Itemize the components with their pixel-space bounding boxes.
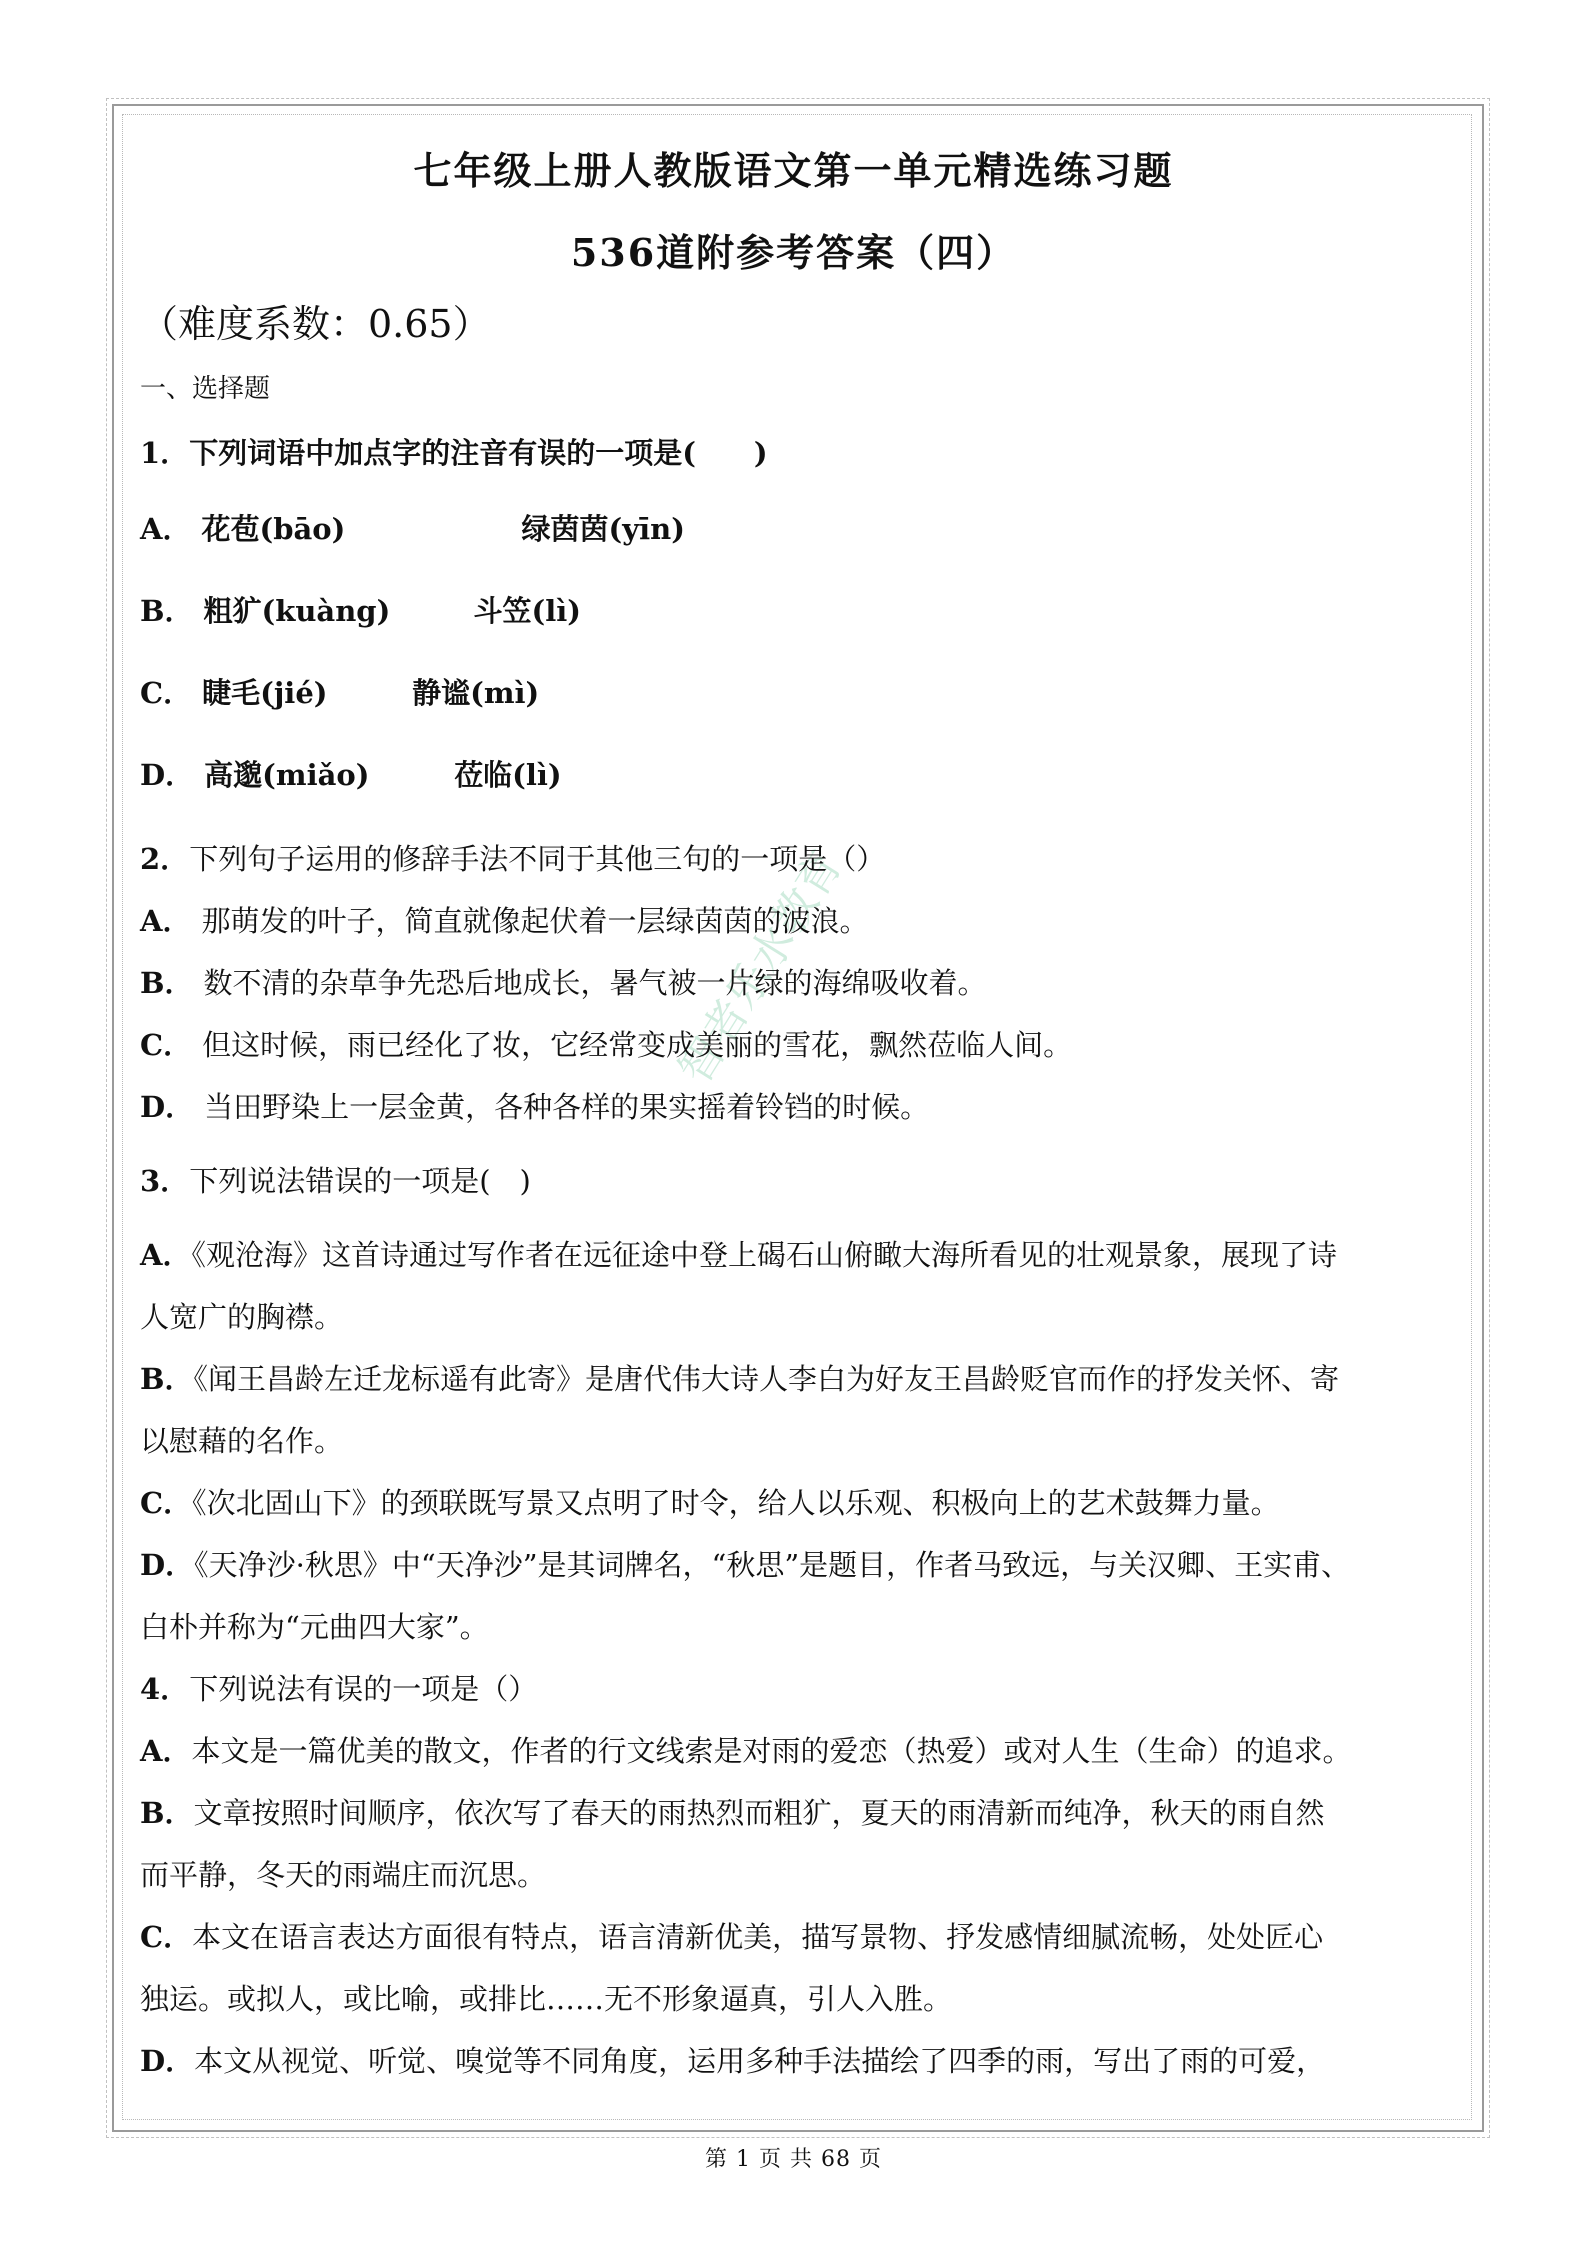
q3-option-b-cont: 以慰藉的名作。 [140,1424,344,1458]
option-label: A． [140,512,192,546]
q2-number: 2． [140,842,190,876]
option-text: 本文在语言表达方面很有特点，语言清新优美，描写景物、抒发感情细腻流畅，处处匠心 [192,1920,1324,1954]
q4-option-c [140,1920,1460,1955]
option-text: 但这时候，雨已经化了妆，它经常变成美丽的雪花，飘然莅临人间。 [202,1028,1073,1062]
q3-option-d-cont: 白朴并称为“元曲四大家”。 [140,1610,489,1644]
q4-stem [140,1672,1460,1707]
option-word: 莅临(lì) [454,758,562,792]
option-text: 文章按照时间顺序，依次写了春天的雨热烈而粗犷，夏天的雨清新而纯净，秋天的雨自然 [193,1796,1325,1830]
q3-stem [140,1164,1460,1199]
q3-option-b [140,1362,1460,1397]
q1-stem-text: 下列词语中加点字的注音有误的一项是( ) [189,436,768,470]
option-word: 粗犷(kuàng) [203,594,391,628]
q2-option-d [140,1090,1460,1125]
q4-option-b [140,1796,1460,1831]
q1-number: 1． [140,436,190,470]
q3-option-a [140,1238,1460,1273]
option-label: B． [140,1362,194,1396]
option-label: D． [140,2044,195,2078]
q4-option-a [140,1734,1460,1769]
option-text: 本文从视觉、听觉、嗅觉等不同角度，运用多种手法描绘了四季的雨，写出了雨的可爱， [194,2044,1326,2078]
option-label: C． [140,1920,193,1954]
option-word: 花苞(bāo) [201,512,346,546]
q2-stem [140,842,1460,877]
q2-option-c [140,1028,1460,1063]
q1-option-c [140,676,1460,711]
q4-option-c-cont: 独运。或拟人，或比喻，或排比……无不形象逼真，引人入胜。 [140,1982,953,2016]
option-text: 《天净沙·秋思》中“天净沙”是其词牌名，“秋思”是题目，作者马致远，与关汉卿、王实甫、 [194,1548,1351,1582]
option-label: A． [140,1734,192,1768]
option-label: C． [140,676,193,710]
q3-option-d [140,1548,1460,1583]
option-text: 《次北固山下》的颈联既写景又点明了时令，给人以乐观、积极向上的艺术鼓舞力量。 [192,1486,1280,1520]
option-label: C． [140,1028,193,1062]
q4-number: 4． [140,1672,190,1706]
q4-option-d [140,2044,1460,2079]
option-word: 静谧(mì) [412,676,540,710]
doc-title-line1: 七年级上册人教版语文第一单元精选练习题 [413,148,1174,193]
q2-option-a [140,904,1460,939]
q2-option-b [140,966,1460,1001]
difficulty: （难度系数：0.65） [140,302,491,346]
q1-option-b [140,594,1460,629]
option-label: A． [140,1238,192,1272]
q1-stem [140,436,1460,471]
option-text: 那萌发的叶子，简直就像起伏着一层绿茵茵的波浪。 [201,904,869,938]
option-text: 《闻王昌龄左迁龙标遥有此寄》是唐代伟大诗人李白为好友王昌龄贬官而作的抒发关怀、寄 [193,1362,1340,1396]
q1-option-a [140,512,1460,547]
option-word: 斗笠(lì) [473,594,581,628]
q4-stem-text: 下列说法有误的一项是（） [189,1672,538,1706]
option-label: B． [140,594,194,628]
q2-stem-text: 下列句子运用的修辞手法不同于其他三句的一项是（） [189,842,886,876]
section-heading: 一、选择题 [140,374,271,404]
doc-title-line2: 536道附参考答案（四） [570,230,1017,275]
option-text: 本文是一篇优美的散文，作者的行文线索是对雨的爱恋（热爱）或对人生（生命）的追求。 [191,1734,1352,1768]
option-label: B． [140,966,194,1000]
q1-option-d [140,758,1460,793]
page-footer: 第 1 页 共 68 页 [705,2147,882,2172]
q4-option-b-cont: 而平静，冬天的雨端庄而沉思。 [140,1858,547,1892]
option-label: B． [140,1796,194,1830]
q3-number: 3． [140,1164,190,1198]
option-text: 当田野染上一层金黄，各种各样的果实摇着铃铛的时候。 [204,1090,930,1124]
option-label: C． [140,1486,193,1520]
option-word: 高邈(miǎo) [204,758,370,792]
option-text: 《观沧海》这首诗通过写作者在远征途中登上碣石山俯瞰大海所看见的壮观景象，展现了诗 [191,1238,1338,1272]
q3-stem-text: 下列说法错误的一项是( ) [189,1164,531,1198]
option-label: D． [140,1090,195,1124]
option-word: 睫毛(jié) [202,676,328,710]
q3-option-c [140,1486,1460,1521]
option-label: D． [140,758,195,792]
option-word: 绿茵茵(yīn) [521,512,685,546]
watermark: 智者乐水教育 [669,841,853,1093]
option-label: D． [140,1548,195,1582]
option-text: 数不清的杂草争先恐后地成长，暑气被一片绿的海绵吸收着。 [203,966,987,1000]
q3-option-a-cont: 人宽广的胸襟。 [140,1300,344,1334]
option-label: A． [140,904,192,938]
